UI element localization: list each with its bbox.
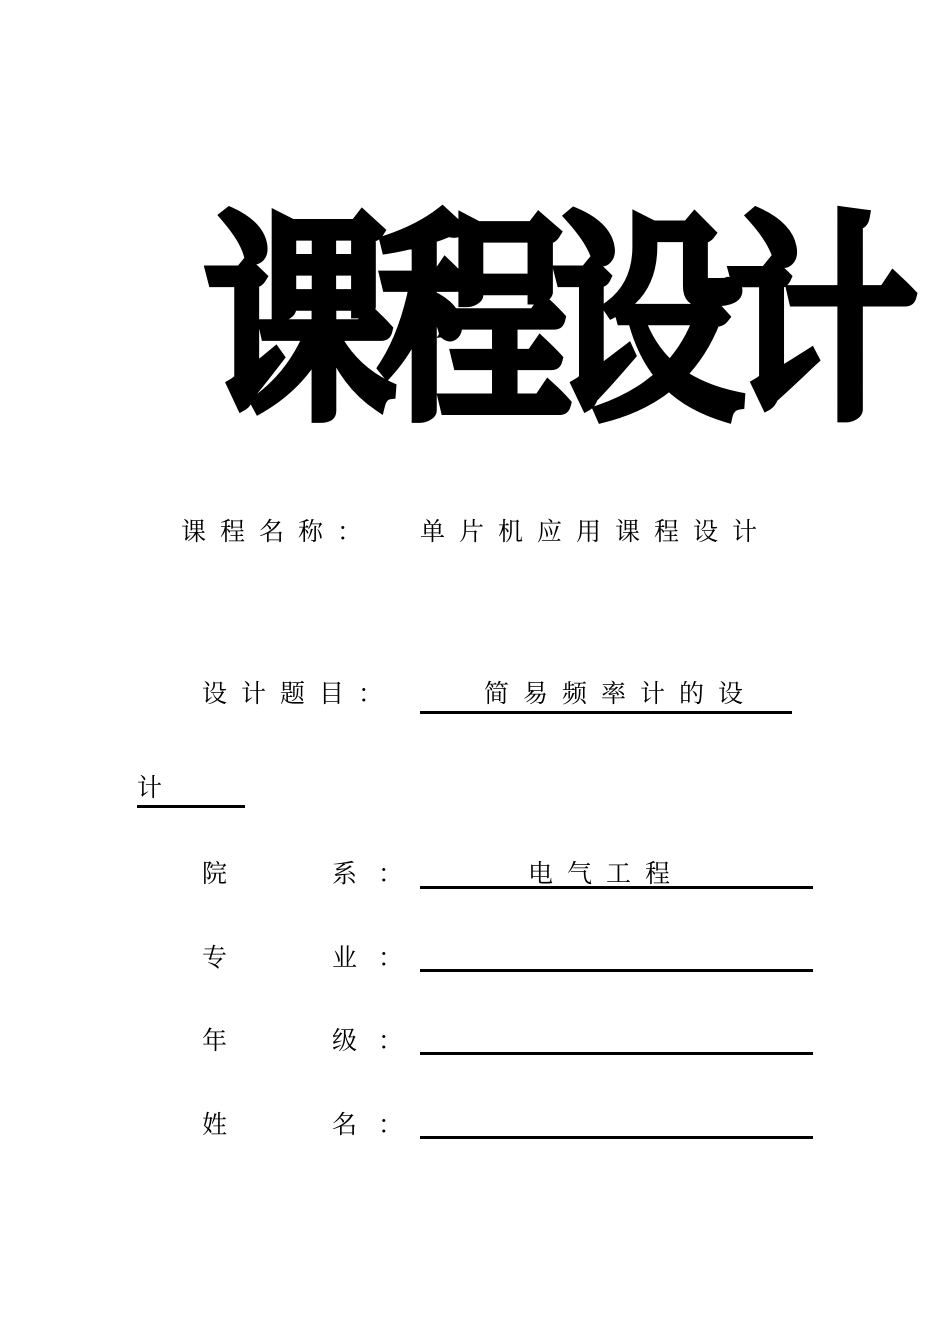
major-field [420, 932, 813, 972]
name-label-right: 名 [332, 1110, 358, 1139]
grade-label-right: 级 [332, 1026, 358, 1055]
department-label-left: 院 [202, 859, 228, 888]
department-label [202, 854, 402, 894]
topic-field [420, 674, 792, 714]
department-label-right: 系 [332, 859, 358, 888]
department-colon: ： [378, 859, 404, 888]
department-value: 电气工程 [528, 859, 685, 888]
topic-field-continued [137, 768, 245, 808]
major-label [202, 938, 402, 978]
topic-label: 设计题目： [202, 679, 398, 708]
cover-title: 课程设计 [205, 194, 902, 451]
topic-value-line1: 简易频率计的设 [484, 679, 758, 708]
grade-field [420, 1015, 813, 1055]
major-label-left: 专 [202, 943, 228, 972]
course-name-label: 课程名称： [181, 517, 377, 546]
name-field [420, 1099, 813, 1139]
major-colon: ： [378, 943, 404, 972]
department-field [420, 849, 813, 889]
grade-label-left: 年 [202, 1026, 228, 1055]
grade-colon: ： [378, 1026, 404, 1055]
topic-value-line2: 计 [137, 773, 163, 802]
name-colon: ： [378, 1110, 404, 1139]
course-name-value: 单片机应用课程设计 [420, 517, 772, 546]
grade-label [202, 1021, 402, 1061]
name-label [202, 1105, 402, 1145]
name-label-left: 姓 [202, 1110, 228, 1139]
major-label-right: 业 [332, 943, 358, 972]
